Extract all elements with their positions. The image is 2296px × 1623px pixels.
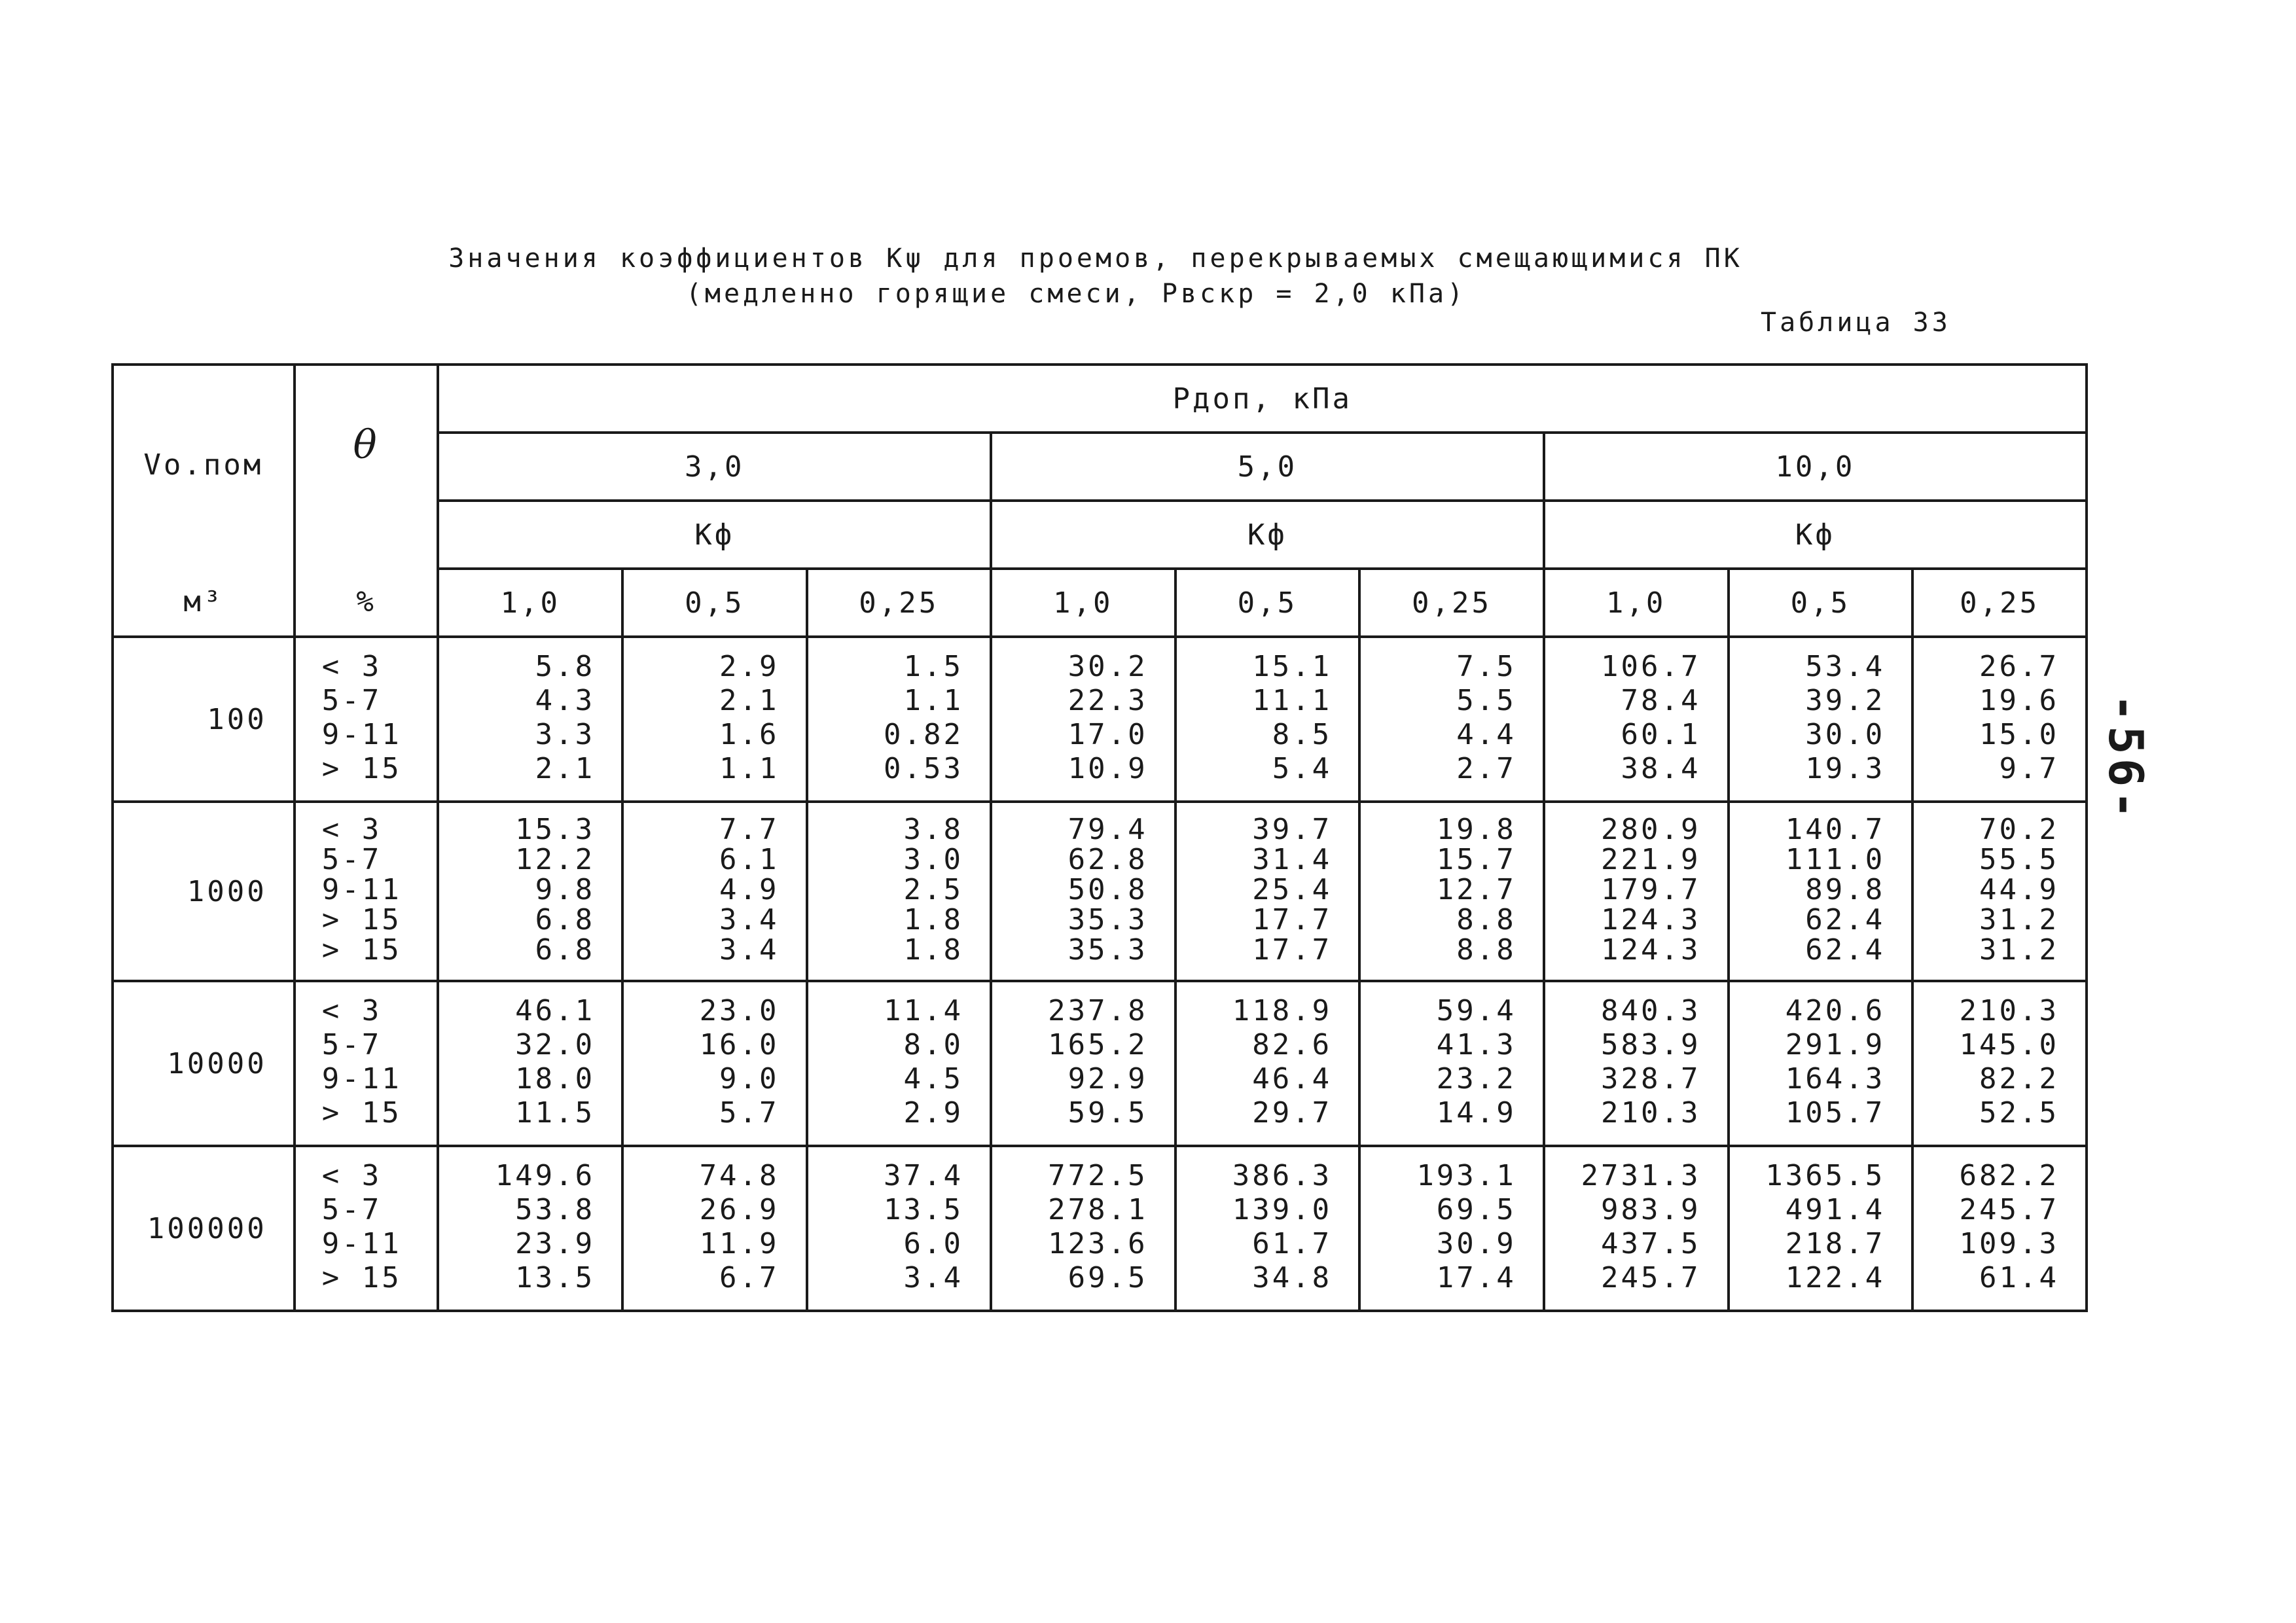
kf-value-header: 0,5 (1175, 569, 1360, 637)
volume-unit: м³ (183, 585, 224, 618)
theta-values: < 3 5-7 9-11 > 15 > 15 (321, 813, 402, 967)
value-cell: 74.8 26.9 11.9 6.7 (699, 1159, 780, 1294)
value-cell: 26.7 19.6 15.0 9.7 (1979, 650, 2059, 785)
pressure-header-3: 3,0 (438, 433, 991, 501)
value-cell: 106.7 78.4 60.1 38.4 (1601, 650, 1701, 785)
volume-cell: 10000 (113, 981, 295, 1146)
value-cell: 2731.3 983.9 437.5 245.7 (1581, 1159, 1701, 1294)
value-cell: 46.1 32.0 18.0 11.5 (515, 994, 596, 1130)
volume-header: Vo.пом (143, 448, 264, 482)
value-cell: 7.5 5.5 4.4 2.7 (1456, 650, 1516, 785)
value-cell: 193.1 69.5 30.9 17.4 (1416, 1159, 1516, 1294)
value-cell: 79.4 62.8 50.8 35.3 35.3 (1067, 813, 1148, 967)
value-cell: 37.4 13.5 6.0 3.4 (884, 1159, 963, 1294)
volume-cell: 1000 (113, 802, 295, 981)
table-row (113, 802, 2087, 981)
kf-value-header: 0,5 (1729, 569, 1913, 637)
pdop-header: Рдоп, кПа (438, 365, 2087, 433)
kf-header: Кф (991, 501, 1544, 569)
kf-value-header: 0,5 (622, 569, 806, 637)
value-cell: 3.8 3.0 2.5 1.8 1.8 (903, 813, 963, 967)
volume-cell: 100000 (113, 1146, 295, 1311)
pressure-header-10: 10,0 (1544, 433, 2087, 501)
title-line-2: (медленно горящие смеси, Рвскр = 2,0 кПа) (685, 279, 1467, 309)
table-row (113, 1146, 2087, 1311)
value-cell: 237.8 165.2 92.9 59.5 (1048, 994, 1148, 1130)
kf-header: Кф (1544, 501, 2087, 569)
value-cell: 39.7 31.4 25.4 17.7 17.7 (1252, 813, 1333, 967)
theta-header-cell (295, 365, 439, 637)
value-cell: 840.3 583.9 328.7 210.3 (1601, 994, 1701, 1130)
kf-value-header: 1,0 (991, 569, 1175, 637)
value-cell: 386.3 139.0 61.7 34.8 (1232, 1159, 1333, 1294)
value-cell: 140.7 111.0 89.8 62.4 62.4 (1785, 813, 1886, 967)
value-cell: 7.7 6.1 4.9 3.4 3.4 (719, 813, 780, 967)
title-line-1: Значения коэффициентов Кψ для проемов, перекрываемых смещающимися ПК (448, 243, 1743, 274)
pressure-header-5: 5,0 (991, 433, 1544, 501)
table-label: Таблица 33 (1761, 308, 1951, 338)
table-row (113, 637, 2087, 802)
value-cell: 1.5 1.1 0.82 0.53 (884, 650, 963, 785)
value-cell: 15.3 12.2 9.8 6.8 6.8 (515, 813, 596, 967)
theta-values: < 3 5-7 9-11 > 15 (321, 1159, 402, 1294)
value-cell: 11.4 8.0 4.5 2.9 (884, 994, 963, 1130)
kf-value-header: 0,25 (1359, 569, 1544, 637)
value-cell: 420.6 291.9 164.3 105.7 (1785, 994, 1886, 1130)
value-cell: 210.3 145.0 82.2 52.5 (1959, 994, 2059, 1130)
value-cell: 23.0 16.0 9.0 5.7 (699, 994, 780, 1130)
value-cell: 19.8 15.7 12.7 8.8 8.8 (1436, 813, 1516, 967)
kf-value-header: 0,25 (807, 569, 991, 637)
value-cell: 5.8 4.3 3.3 2.1 (535, 650, 596, 785)
table-title (0, 241, 2296, 312)
kf-header: Кф (438, 501, 991, 569)
value-cell: 1365.5 491.4 218.7 122.4 (1765, 1159, 1886, 1294)
kf-value-header: 0,25 (1912, 569, 2087, 637)
value-cell: 70.2 55.5 44.9 31.2 31.2 (1979, 813, 2059, 967)
theta-values: < 3 5-7 9-11 > 15 (321, 650, 402, 785)
kf-value-header: 1,0 (1544, 569, 1729, 637)
theta-unit: % (356, 585, 376, 618)
volume-cell: 100 (113, 637, 295, 802)
value-cell: 280.9 221.9 179.7 124.3 124.3 (1601, 813, 1701, 967)
coefficients-table (111, 363, 2088, 1312)
value-cell: 772.5 278.1 123.6 69.5 (1048, 1159, 1148, 1294)
value-cell: 30.2 22.3 17.0 10.9 (1067, 650, 1148, 785)
value-cell: 682.2 245.7 109.3 61.4 (1959, 1159, 2059, 1294)
value-cell: 59.4 41.3 23.2 14.9 (1436, 994, 1516, 1130)
value-cell: 2.9 2.1 1.6 1.1 (719, 650, 780, 785)
value-cell: 118.9 82.6 46.4 29.7 (1232, 994, 1333, 1130)
value-cell: 15.1 11.1 8.5 5.4 (1252, 650, 1333, 785)
theta-header: θ (353, 422, 380, 468)
theta-values: < 3 5-7 9-11 > 15 (321, 994, 402, 1130)
kf-value-header: 1,0 (438, 569, 622, 637)
value-cell: 149.6 53.8 23.9 13.5 (495, 1159, 596, 1294)
page-number: -56- (2098, 694, 2153, 823)
value-cell: 53.4 39.2 30.0 19.3 (1805, 650, 1886, 785)
volume-header-cell (113, 365, 295, 637)
table-row (113, 981, 2087, 1146)
